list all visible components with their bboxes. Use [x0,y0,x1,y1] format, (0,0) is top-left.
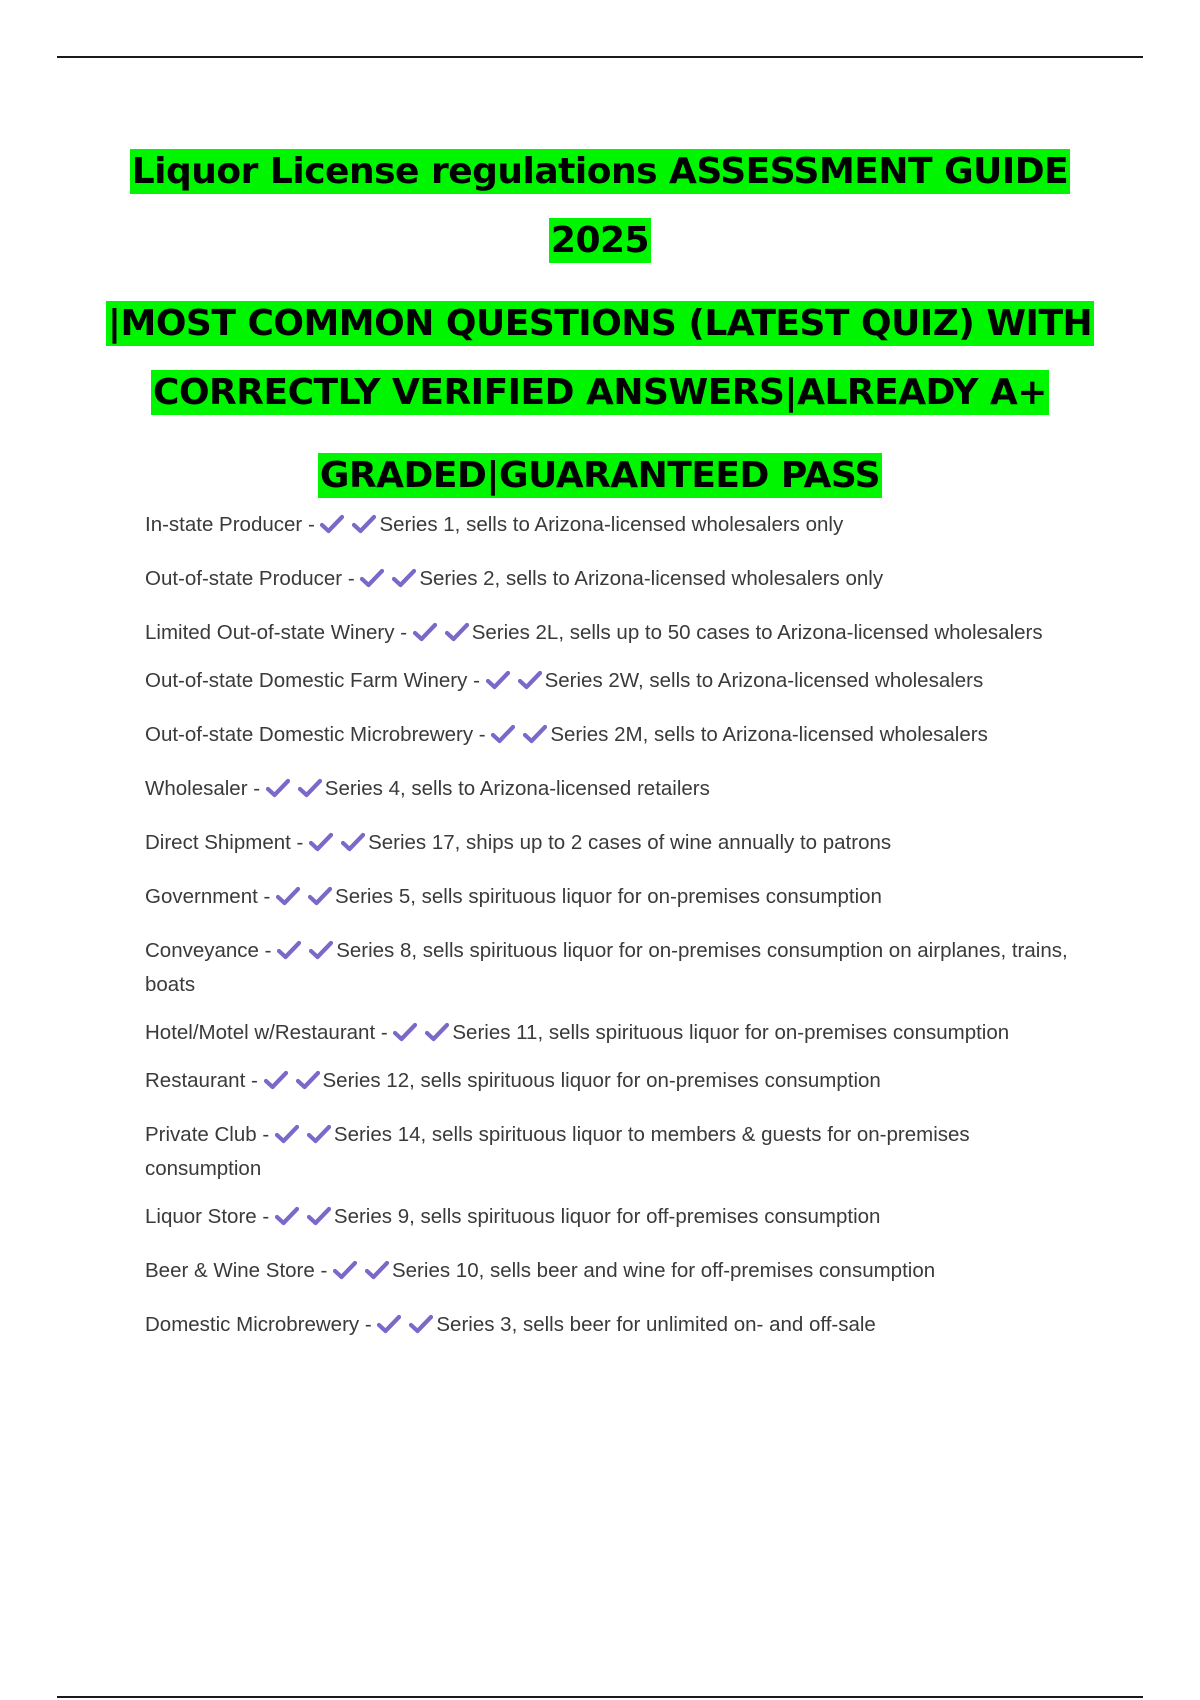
qa-item [145,1254,1085,1288]
qa-separator: - [342,567,361,590]
qa-answer: Series 2W, sells to Arizona-licensed wholesalers [544,669,984,692]
checkmark-icon [320,514,344,534]
qa-answer: Series 3, sells beer for unlimited on- and off-sale [436,1313,876,1336]
qa-term: Government [145,885,258,908]
qa-list [145,508,1085,1362]
checkmark-icon [365,1260,389,1280]
checkmark-icon [275,1124,299,1144]
qa-item [145,1064,1085,1098]
qa-term: Hotel/Motel w/Restaurant [145,1021,376,1044]
subtitle-line-1: |MOST COMMON QUESTIONS (LATEST QUIZ) WITH [107,303,1093,344]
checkmark-icon [275,1206,299,1226]
checkmark-icon [266,778,290,798]
qa-separator: - [258,939,278,962]
qa-separator: - [394,621,413,644]
qa-term: In-state Producer [145,513,303,536]
qa-item [145,826,1085,860]
top-rule [57,56,1143,58]
checkmark-icon [409,1314,433,1334]
bottom-rule [57,1696,1143,1698]
qa-term: Out-of-state Domestic Farm Winery [145,669,468,692]
checkmark-icon [425,1022,449,1042]
qa-term: Beer & Wine Store [145,1259,315,1282]
qa-separator: - [257,885,277,908]
checkmark-icon [523,724,547,744]
checkmark-icon [307,1206,331,1226]
qa-term: Limited Out-of-state Winery [145,621,395,644]
qa-answer: Series 2L, sells up to 50 cases to Arizona-licensed wholesalers [471,621,1043,644]
qa-separator: - [290,831,310,854]
qa-answer: Series 11, sells spirituous liquor for on-premises consumption [452,1021,1010,1044]
checkmark-icon [392,568,416,588]
qa-answer: Series 8, sells spirituous liquor for on-premises consumption on airplanes, trains, boats [145,939,1068,996]
qa-term: Liquor Store [145,1205,257,1228]
title-line-1: Liquor License regulations ASSESSMENT GUIDE [131,151,1069,192]
qa-separator: - [375,1021,394,1044]
checkmark-icon [298,778,322,798]
checkmark-icon [491,724,515,744]
checkmark-icon [277,940,301,960]
checkmark-icon [296,1070,320,1090]
qa-separator: - [359,1313,378,1336]
qa-term: Private Club [145,1123,257,1146]
subtitle-line-3: GRADED|GUARANTEED PASS [319,455,881,496]
checkmark-icon [393,1022,417,1042]
qa-separator: - [314,1259,333,1282]
qa-term: Conveyance [145,939,259,962]
qa-separator: - [256,1205,275,1228]
checkmark-icon [341,832,365,852]
qa-term: Out-of-state Producer [145,567,343,590]
qa-item [145,1118,1085,1186]
qa-separator: - [247,777,266,800]
qa-answer: Series 1, sells to Arizona-licensed wholesalers only [379,513,844,536]
checkmark-icon [413,622,437,642]
qa-item [145,718,1085,752]
qa-term: Wholesaler [145,777,248,800]
checkmark-icon [276,886,300,906]
checkmark-icon [445,622,469,642]
qa-term: Domestic Microbrewery [145,1313,360,1336]
qa-separator: - [467,669,486,692]
qa-answer: Series 4, sells to Arizona-licensed retailers [324,777,710,800]
checkmark-icon [486,670,510,690]
checkmark-icon [360,568,384,588]
qa-answer: Series 9, sells spirituous liquor for off-premises consumption [333,1205,881,1228]
qa-answer: Series 2, sells to Arizona-licensed wholesalers only [419,567,884,590]
qa-term: Out-of-state Domestic Microbrewery [145,723,474,746]
checkmark-icon [264,1070,288,1090]
checkmark-icon [352,514,376,534]
qa-answer: Series 17, ships up to 2 cases of wine annually to patrons [368,831,892,854]
checkmark-icon [309,940,333,960]
qa-answer: Series 12, sells spirituous liquor for on-premises consumption [322,1069,881,1092]
qa-item [145,1016,1085,1050]
qa-separator: - [245,1069,264,1092]
qa-item [145,1200,1085,1234]
qa-item [145,562,1085,596]
checkmark-icon [307,1124,331,1144]
qa-separator: - [302,513,321,536]
qa-separator: - [473,723,492,746]
qa-term: Restaurant [145,1069,246,1092]
checkmark-icon [333,1260,357,1280]
qa-separator: - [256,1123,275,1146]
qa-answer: Series 5, sells spirituous liquor for on-premises consumption [335,885,882,908]
qa-answer: Series 10, sells beer and wine for off-premises consumption [391,1259,936,1282]
document-title [100,140,1100,513]
qa-item [145,880,1085,914]
checkmark-icon [377,1314,401,1334]
qa-item [145,1308,1085,1342]
checkmark-icon [518,670,542,690]
checkmark-icon [309,832,333,852]
qa-item [145,772,1085,806]
qa-term: Direct Shipment [145,831,291,854]
title-line-2: 2025 [550,220,650,261]
qa-item [145,664,1085,698]
subtitle-line-2: CORRECTLY VERIFIED ANSWERS|ALREADY A+ [153,372,1047,413]
qa-item [145,616,1085,650]
qa-item [145,934,1085,1002]
checkmark-icon [308,886,332,906]
qa-answer: Series 2M, sells to Arizona-licensed wholesalers [550,723,988,746]
qa-answer: Series 14, sells spirituous liquor to members & guests for on-premises consumption [145,1123,970,1180]
qa-item [145,508,1085,542]
